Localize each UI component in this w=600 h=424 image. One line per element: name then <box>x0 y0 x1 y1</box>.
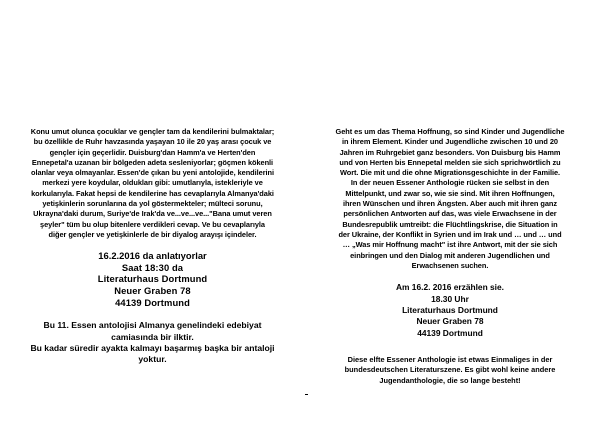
turkish-footer-line-3: Bu kadar süredir ayakta kalmayı başarmış başka bir antaloji <box>30 342 275 353</box>
german-body-line-11: der Ukraine, der Konflikt in Syrien und im Irak und … und … und <box>338 229 562 239</box>
turkish-event-details <box>4 250 301 308</box>
german-description <box>303 127 597 271</box>
turkish-event-line-1: 16.2.2016 da anlatıyorlar <box>98 250 207 262</box>
stray-mark <box>305 394 308 395</box>
german-column <box>303 127 597 386</box>
turkish-body-line-2: bu özellikle de Ruhr havzasında yaşayan 10 ile 20 yaş arası çocuk ve <box>33 137 272 147</box>
german-body-line-3: Jahren im Ruhrgebiet ganz besonders. Von Duisburg bis Hamm <box>339 147 561 157</box>
turkish-body-line-6: merkezi yere koydular, oldukları gibi: umutlarıyla, istekleriyle ve <box>42 178 263 188</box>
german-event-line-5: 44139 Dortmund <box>417 327 483 338</box>
german-footer-line-1: Diese elfte Essener Anthologie ist etwas Einmaliges in der <box>347 355 553 365</box>
german-body-line-12: … „Was mir Hoffnung macht" ist ihre Antwort, mit der sie sich <box>342 240 558 250</box>
german-body-line-6: In der neuen Essener Anthologie rücken sie selbst in den <box>350 178 550 188</box>
turkish-event-line-4: Neuer Graben 78 <box>114 285 191 297</box>
turkish-body-line-11: diğer gençler ve yetişkinlerle de bir diyalog arayışı içindeler. <box>48 229 257 239</box>
german-body-line-7: Mittelpunkt, und zwar so, wie sie sind. Mit ihren Hoffnungen, <box>345 188 555 198</box>
turkish-body-line-1: Konu umut olunca çocuklar ve gençler tam da kendilerini bulmaktalar; <box>30 127 275 136</box>
german-body-line-10: Bundesrepublik umtreibt: die Flüchtlingskrise, die Situation in <box>342 219 558 229</box>
turkish-column <box>4 127 301 365</box>
turkish-event-line-3: Literaturhaus Dortmund <box>97 273 208 285</box>
turkish-body-line-5: olanlar veya olmayanlar. Essen'de çıkan bu yeni antolojide, kendilerini <box>30 168 274 178</box>
turkish-footer-line-1: Bu 11. Essen antolojisi Almanya genelindeki edebiyat <box>43 320 262 331</box>
turkish-event-line-2: Saat 18:30 da <box>121 261 184 273</box>
turkish-footer-line-4: yoktur. <box>138 354 167 365</box>
turkish-body-line-7: korkularıyla. Fakat hepsi de kendilerine has cevaplarıyla Almanya'daki <box>31 188 274 198</box>
turkish-footer-line-2: camiasında bir ilktir. <box>111 331 194 342</box>
turkish-description <box>4 127 301 240</box>
german-body-line-9: persönlichen Antworten auf das, was viele Erwachsene in der <box>343 209 557 219</box>
german-event-line-2: 18.30 Uhr <box>431 293 469 304</box>
german-footer-line-3: Jugendanthologie, die so lange besteht! <box>379 375 521 385</box>
german-event-line-4: Neuer Graben 78 <box>416 316 484 327</box>
german-body-line-2: in ihrem Element. Kinder und Jugendliche zwischen 10 und 20 <box>342 137 558 147</box>
german-event-line-1: Am 16.2. 2016 erzählen sie. <box>395 282 504 293</box>
turkish-body-line-9: Ukrayna'daki durum, Suriye'de Irak'da ve...ve...ve..."Bana umut veren <box>33 209 272 219</box>
turkish-body-line-3: gençler için geçerlidir. Duisburg'dan Hamm'a ve Herten'den <box>49 147 256 157</box>
german-body-line-14: Erwachsenen suchen. <box>411 260 489 270</box>
german-footer-line-2: bundesdeutschen Literaturszene. Es gibt wohl keine andere <box>344 365 556 375</box>
german-footer-note <box>303 355 597 386</box>
german-body-line-1: Geht es um das Thema Hoffnung, so sind Kinder und Jugendliche <box>335 127 565 136</box>
german-body-line-13: einbringen und den Dialog mit anderen Jugendlichen und <box>350 250 550 260</box>
turkish-footer-note <box>4 320 301 365</box>
turkish-body-line-4: Ennepetal'a uzanan bir bölgeden adeta sesleniyorlar; göçmen kökenli <box>31 157 274 167</box>
german-body-line-8: ihren Wünschen und ihren Ängsten. Aber auch mit ihren ganz <box>342 199 558 209</box>
german-event-line-3: Literaturhaus Dortmund <box>402 304 498 315</box>
turkish-body-line-10: şeyler" tüm bu olup bitenlere verdikleri cevap. Ve bu cevaplarıyla <box>40 219 265 229</box>
german-event-details <box>303 282 597 339</box>
german-body-line-5: Wort. Die mit und die ohne Migrationsgeschichte in der Familie. <box>339 168 561 178</box>
turkish-body-line-8: yetişkinlerin sorunlarına da yol göstermekteler; mülteci sorunu, <box>42 199 263 209</box>
german-body-line-4: und von Herten bis Ennepetal melden sie sich sprichwörtlich zu <box>339 157 561 167</box>
turkish-event-line-5: 44139 Dortmund <box>115 296 190 308</box>
